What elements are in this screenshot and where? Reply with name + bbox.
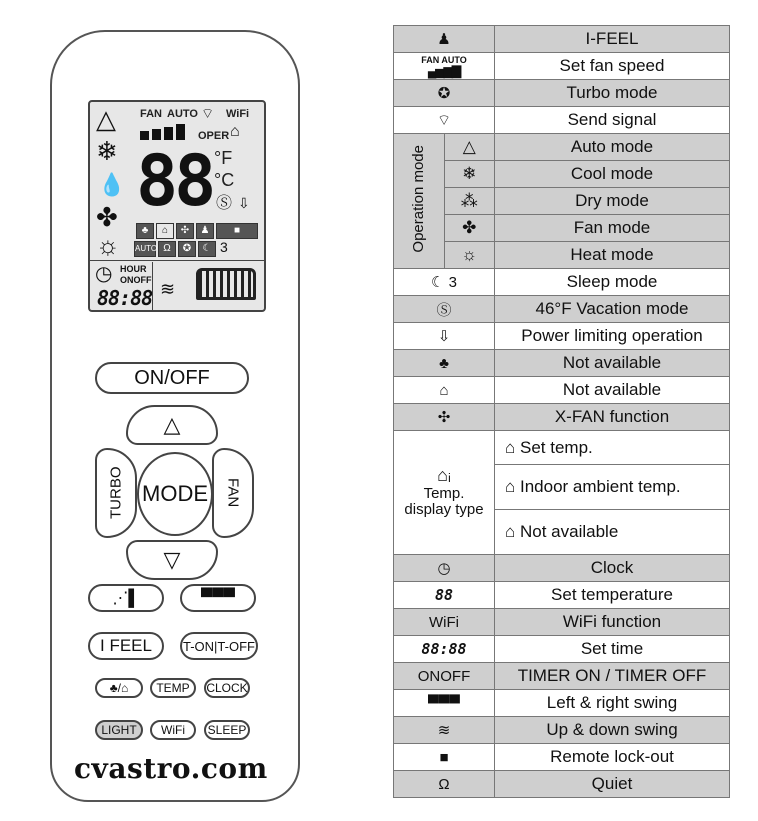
fan-icon: ✤ <box>96 202 118 232</box>
fahrenheit-unit: °F <box>214 148 233 168</box>
clock-icon: ◷ <box>95 263 113 285</box>
table-row <box>394 609 730 636</box>
house-cell: ⌂ <box>156 223 174 239</box>
turbo-cell: ✪ <box>178 241 196 257</box>
row-label: Fan mode <box>495 215 730 242</box>
temp-option: ⌂ Set temp. <box>495 431 730 465</box>
row-label: Remote lock-out <box>495 744 730 771</box>
table-row <box>394 161 730 188</box>
table-row <box>394 636 730 663</box>
table-row <box>394 134 730 161</box>
lock-icon: ■ <box>394 744 495 771</box>
lock-cell: ■ <box>216 223 258 239</box>
vacation-icon: Ⓢ <box>216 195 233 212</box>
power-limit-icon: ⇩ <box>238 195 250 211</box>
lcd-display <box>88 100 266 312</box>
snowflake-icon: ❄ <box>444 161 495 188</box>
quiet-cell: Ω <box>158 241 176 257</box>
table-row <box>394 663 730 690</box>
turbo-button[interactable]: TURBO <box>95 448 137 538</box>
xfan-cell: ✣ <box>176 223 194 239</box>
table-row <box>394 431 730 465</box>
lr-swing-button[interactable] <box>180 584 256 612</box>
quiet-icon: Ω <box>394 771 495 798</box>
snowflake-icon: ❄ <box>96 136 118 166</box>
table-row <box>394 771 730 798</box>
ud-swing-icon: ⋰▌ <box>112 590 140 607</box>
xfan-icon: ✣ <box>394 404 495 431</box>
table-row <box>394 582 730 609</box>
table-row <box>394 188 730 215</box>
ud-swing-button[interactable] <box>88 584 164 612</box>
table-row <box>394 296 730 323</box>
lcd-auto-label: AUTO <box>167 108 198 120</box>
drops-icon: ⁂ <box>444 188 495 215</box>
row-label: Not available <box>495 377 730 404</box>
signal-icon: ⌔ <box>394 107 495 134</box>
table-row <box>394 350 730 377</box>
row-label: Clock <box>495 555 730 582</box>
watermark: cvastro.com <box>74 752 268 785</box>
row-label: I-FEEL <box>495 26 730 53</box>
fan-icon: ✤ <box>444 215 495 242</box>
row-label: Heat mode <box>495 242 730 269</box>
row-label: Sleep mode <box>495 269 730 296</box>
temp-display-icon: ⌂ᵢ <box>437 465 451 486</box>
i-feel-icon: ♟ <box>394 26 495 53</box>
timer-button[interactable]: T-ON|T-OFF <box>180 632 258 660</box>
clock-icon: ◷ <box>394 555 495 582</box>
ud-swing-icon: ≋ <box>160 279 176 299</box>
row-label: Dry mode <box>495 188 730 215</box>
digits-icon: 88 <box>394 582 495 609</box>
onoff-button[interactable]: ON/OFF <box>95 362 249 394</box>
wifi-button[interactable]: WiFi <box>150 720 196 740</box>
house-icon: ⌂ <box>394 377 495 404</box>
sleep-button[interactable]: SLEEP <box>204 720 250 740</box>
row-label: WiFi function <box>495 609 730 636</box>
clock-digits: 88:88 <box>97 286 153 310</box>
time-digits-icon: 88:88 <box>394 636 495 663</box>
lr-swing-icon: ▀▀▀ <box>394 690 495 717</box>
sleep-cell: ☾ <box>198 241 216 257</box>
temp-up-button[interactable]: △ <box>126 405 218 445</box>
table-row <box>394 555 730 582</box>
lcd-wifi-label: WiFi <box>226 108 250 120</box>
table-row <box>394 323 730 350</box>
auto-cell: AUTO <box>134 241 156 257</box>
row-label: Up & down swing <box>495 717 730 744</box>
row-label: 46°F Vacation mode <box>495 296 730 323</box>
auto-mode-icon: △ <box>444 134 495 161</box>
tree-cell: ♣ <box>136 223 154 239</box>
fan-speed-icon: FAN AUTO ▄▅▆▇ <box>394 53 495 80</box>
ifeel-button[interactable]: I FEEL <box>88 632 164 660</box>
drops-icon: 💧 <box>98 172 126 197</box>
hour-label: HOUR <box>120 264 147 274</box>
table-row <box>394 215 730 242</box>
row-label: Set fan speed <box>495 53 730 80</box>
lr-swing-icon <box>196 268 256 300</box>
table-row <box>394 690 730 717</box>
row-label: Auto mode <box>495 134 730 161</box>
auto-mode-icon: △ <box>96 104 116 134</box>
symbol-legend-table <box>393 25 730 798</box>
row-label: Not available <box>495 350 730 377</box>
temp-option: ⌂ Not available <box>495 510 730 555</box>
fan-button[interactable]: FAN <box>212 448 254 538</box>
row-label: TIMER ON / TIMER OFF <box>495 663 730 690</box>
lcd-divider <box>90 260 264 261</box>
lcd-fan-label: FAN <box>140 108 162 120</box>
lcd-oper-label: OPER <box>198 130 230 142</box>
row-label: X-FAN function <box>495 404 730 431</box>
sun-icon: ☼ <box>444 242 495 269</box>
row-label: Set time <box>495 636 730 663</box>
tree-house-icon: ♣/⌂ <box>109 681 129 695</box>
table-row <box>394 80 730 107</box>
table-row <box>394 26 730 53</box>
vacation-icon: Ⓢ <box>394 296 495 323</box>
lr-swing-icon: ▀▀▀ <box>200 589 235 606</box>
ud-swing-icon: ≋ <box>394 717 495 744</box>
table-row <box>394 744 730 771</box>
table-row <box>394 107 730 134</box>
row-label: Quiet <box>495 771 730 798</box>
temperature-digits: 88 <box>136 140 213 222</box>
tree-house-button[interactable] <box>95 678 143 698</box>
power-limit-icon: ⇩ <box>394 323 495 350</box>
fan-speed-bars <box>140 124 195 140</box>
onoff-text: ONOFF <box>394 663 495 690</box>
table-row <box>394 269 730 296</box>
table-row <box>394 404 730 431</box>
sleep-3-icon: 3 <box>220 239 228 255</box>
turbo-icon: ✪ <box>394 80 495 107</box>
lcd-divider-v <box>152 262 153 312</box>
table-row <box>394 377 730 404</box>
temp-down-button[interactable]: ▽ <box>126 540 218 580</box>
tree-icon: ♣ <box>394 350 495 377</box>
row-label: Cool mode <box>495 161 730 188</box>
house-icon: ⌂ <box>230 123 240 140</box>
sleep-icon: ☾ 3 <box>394 269 495 296</box>
onoff-label: ONOFF <box>120 275 152 285</box>
i-feel-cell: ♟ <box>196 223 214 239</box>
light-button[interactable]: LIGHT <box>95 720 143 740</box>
temp-option: ⌂ Indoor ambient temp. <box>495 465 730 510</box>
table-row <box>394 717 730 744</box>
wifi-text: WiFi <box>394 609 495 636</box>
temp-display-type: ⌂ᵢ Temp. display type <box>394 431 495 555</box>
table-row <box>394 242 730 269</box>
signal-icon: ⌔ <box>201 105 215 121</box>
row-label: Left & right swing <box>495 690 730 717</box>
operation-mode-label: Operation mode <box>394 134 445 269</box>
mode-button[interactable]: MODE <box>137 452 213 536</box>
sun-icon: ☼ <box>96 230 120 260</box>
celsius-unit: °C <box>214 170 235 190</box>
clock-button[interactable]: CLOCK <box>204 678 250 698</box>
row-label: Send signal <box>495 107 730 134</box>
row-label: Turbo mode <box>495 80 730 107</box>
table-row <box>394 53 730 80</box>
row-label: Set temperature <box>495 582 730 609</box>
row-label: Power limiting operation <box>495 323 730 350</box>
temp-button[interactable]: TEMP <box>150 678 196 698</box>
